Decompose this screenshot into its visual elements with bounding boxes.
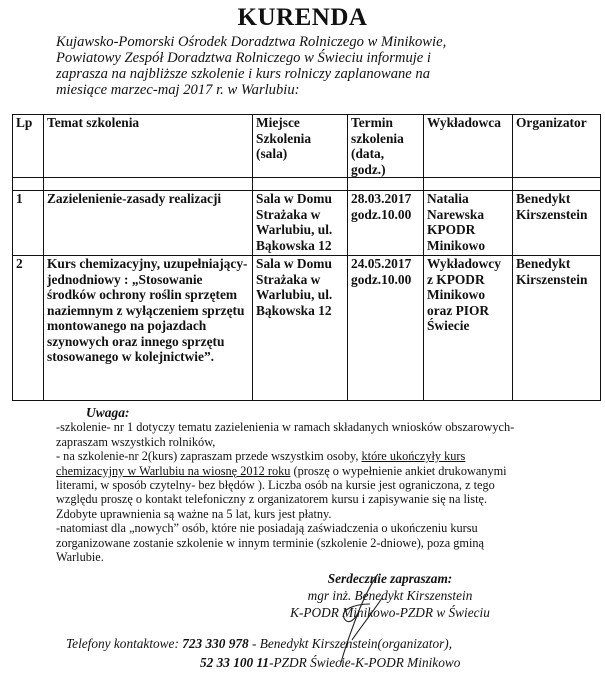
intro-line: miesiące marzec-maj 2017 r. w Warlubiu: (56, 82, 300, 98)
note-text: - na szkolenie-nr 2(kurs) zapraszam przede wszystkim osoby, (56, 449, 362, 464)
note-line (56, 464, 601, 478)
note-line: zapraszam wszystkich rolników, (56, 434, 216, 449)
closing-name: mgr inż. Benedykt Kirszenstein (307, 588, 473, 603)
header-temat: Temat szkolenia (44, 115, 253, 178)
note-line: Warlubie. (56, 550, 104, 565)
contacts-label: Telefony kontaktowe: (66, 636, 179, 651)
table-header-row (13, 115, 601, 178)
cell-termin: 28.03.2017 godz.10.00 (348, 191, 424, 256)
intro-line: zaprasza na najbliższe szkolenie i kurs rolniczy zaplanowane na (56, 66, 431, 82)
intro-paragraph (56, 34, 596, 98)
header-lp: Lp (13, 115, 44, 178)
document-title: KURENDA (237, 4, 368, 31)
note-underlined-text: chemizacyjny w Warlubiu na wiosnę 2012 roku (56, 463, 291, 478)
cell-wykladowca: Wykładowcy z KPODR Minikowo oraz PIOR Świecie (424, 256, 513, 401)
intro-line: Kujawsko-Pomorski Ośrodek Doradztwa Rolniczego w Minikowie, (56, 34, 447, 50)
note-line: Zdobyte uprawnienia są ważne na 5 lat, kurs jest płatny. (56, 506, 332, 521)
intro-line: Powiatowy Zespół Doradztwa Rolniczego w Świeciu informuje i (56, 50, 431, 66)
cell-termin: 24.05.2017 godz.10.00 (348, 256, 424, 401)
contact-line (66, 653, 605, 672)
spacer-cell (513, 178, 601, 191)
notes-section (56, 406, 601, 564)
cell-organizator: Benedykt Kirszenstein (513, 256, 601, 401)
note-line: -natomiast dla „nowych” osób, które nie posiadają zaświadczenia o ukończeniu kursu (56, 521, 478, 536)
spacer-cell (424, 178, 513, 191)
cell-lp: 2 (13, 256, 44, 401)
cell-wykladowca: Natalia Narewska KPODR Minikowo (424, 191, 513, 256)
phone-description: -PZDR Świecie-K-PODR Minikowo (269, 655, 461, 670)
note-line: względu proszę o kontakt telefoniczny z organizatorem kursu i zapisywanie się na listę. (56, 492, 488, 507)
contacts-block (66, 634, 605, 672)
spacer-cell (253, 178, 348, 191)
closing-greeting: Serdecznie zapraszam: (327, 571, 453, 586)
table-row (13, 256, 601, 401)
closing-block (200, 570, 580, 621)
header-miejsce: Miejsce Szkolenia (sala) (253, 115, 348, 178)
cell-organizator: Benedykt Kirszenstein (513, 191, 601, 256)
cell-lp: 1 (13, 191, 44, 256)
spacer-cell (44, 178, 253, 191)
training-schedule-table (12, 114, 601, 401)
phone-description: - Benedykt Kirszenstein(organizator), (248, 636, 453, 651)
phone-number: 723 330 978 (182, 636, 249, 651)
note-line: literami, w sposób czytelny- bez błędów ). Liczba osób na kursie jest ograniczona, z tego (56, 478, 495, 493)
note-text: (proszę o wypełnienie ankiet drukowanymi (290, 463, 507, 478)
phone-number: 52 33 100 11 (200, 655, 270, 670)
cell-temat: Zazielenienie-zasady realizacji (44, 191, 253, 256)
closing-org: K-PODR Minikowo-PZDR w Świeciu (290, 605, 490, 620)
spacer-cell (13, 178, 44, 191)
table-row (13, 191, 601, 256)
notes-heading: Uwaga: (86, 405, 130, 420)
contact-line (66, 634, 605, 653)
table-spacer-row (13, 178, 601, 191)
note-line: -szkolenie- nr 1 dotyczy tematu zazielenienia w ramach składanych wniosków obszarowych- (56, 420, 515, 435)
header-organizator: Organizator (513, 115, 601, 178)
note-line (56, 449, 601, 463)
cell-temat: Kurs chemizacyjny, uzupełniający- jednodniowy : „Stosowanie środków ochrony roślin sprzętem naziemnym z wyłączeniem sprzętu montowanego na pojazdach szynowych oraz innego sprzętu stosowanego w kolejnictwie”. (44, 256, 253, 401)
header-termin: Termin szkolenia (data, godz.) (348, 115, 424, 178)
cell-miejsce: Sala w Domu Strażaka w Warlubiu, ul. Bąkowska 12 (253, 256, 348, 401)
spacer-cell (348, 178, 424, 191)
cell-miejsce: Sala w Domu Strażaka w Warlubiu, ul. Bąkowska 12 (253, 191, 348, 256)
note-underlined-text: które ukończyły kurs (361, 449, 466, 464)
note-line: zorganizowane zostanie szkolenie w innym terminie (szkolenie 2-dniowe), poza gminą (56, 535, 484, 550)
header-wykladowca: Wykładowca (424, 115, 513, 178)
